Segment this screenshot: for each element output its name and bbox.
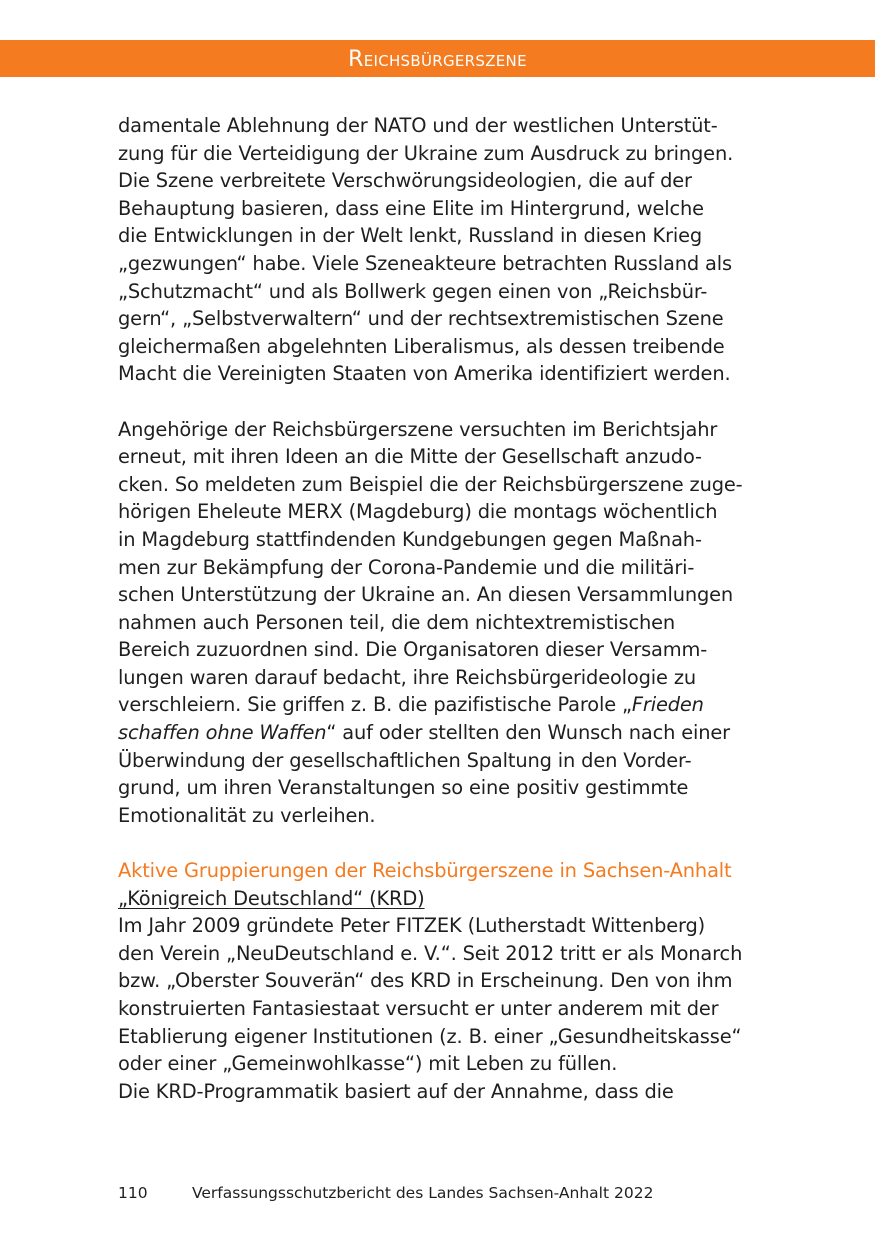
- text-fragment: “ auf oder stellten den Wunsch nach einer: [326, 721, 730, 745]
- text-line: grund, um ihren Veranstaltungen so eine positiv gestimmte: [118, 776, 689, 800]
- text-line: oder einer „Gemeinwohlkasse“) mit Leben zu füllen.: [118, 1052, 618, 1076]
- text-line: Bereich zuzuordnen sind. Die Organisatoren dieser Versamm-: [118, 638, 708, 662]
- text-line: Im Jahr 2009 gründete Peter FITZEK (Lutherstadt Wittenberg): [118, 914, 706, 938]
- text-line: gern“, „Selbstverwaltern“ und der rechtsextremistischen Szene: [118, 307, 724, 331]
- page-footer: [118, 1182, 653, 1204]
- text-line: cken. So meldeten zum Beispiel die der Reichsbürgerszene zuge-: [118, 472, 743, 496]
- text-fragment: verschleiern. Sie griffen z. B. die pazifistische Parole „: [118, 693, 632, 717]
- section-title: Reichsbürgerszene: [348, 47, 527, 72]
- text-line: konstruierten Fantasiestaat versucht er unter anderem mit der: [118, 997, 719, 1020]
- text-line: Die Szene verbreitete Verschwörungsideologien, die auf der: [118, 169, 692, 193]
- section-heading: Aktive Gruppierungen der Reichsbürgerszene in Sachsen-Anhalt: [118, 859, 732, 883]
- paragraph-2: [118, 416, 778, 830]
- text-line: Behauptung basieren, dass eine Elite im Hintergrund, welche: [118, 196, 704, 220]
- text-line: schen Unterstützung der Ukraine an. An diesen Versammlungen: [118, 583, 734, 607]
- text-line: Angehörige der Reichsbürgerszene versuchten im Berichtsjahr: [118, 417, 718, 441]
- text-line: „gezwungen“ habe. Viele Szeneakteure betrachten Russland als: [118, 251, 732, 275]
- text-line: [118, 719, 778, 747]
- publication-title: Verfassungsschutzbericht des Landes Sachsen-Anhalt 2022: [192, 1184, 654, 1202]
- text-line: den Verein „NeuDeutschland e. V.“. Seit 2012 tritt er als Monarch: [118, 941, 743, 965]
- subsection-heading: [118, 885, 778, 913]
- text-line: Macht die Vereinigten Staaten von Amerika identifiziert werden.: [118, 362, 731, 386]
- text-line: men zur Bekämpfung der Corona-Pandemie und die militäri-: [118, 555, 695, 579]
- slogan-italic: schaffen ohne Waffen: [118, 721, 327, 745]
- text-line: nahmen auch Personen teil, die dem nichtextremistischen: [118, 610, 676, 634]
- paragraph-1: [118, 112, 778, 388]
- text-line: Emotionalität zu verleihen.: [118, 803, 376, 827]
- text-line: zung für die Verteidigung der Ukraine zum Ausdruck zu bringen.: [118, 141, 734, 165]
- text-line: die Entwicklungen in der Welt lenkt, Russland in diesen Krieg: [118, 224, 703, 248]
- header-bar: [0, 40, 875, 77]
- text-line: hörigen Eheleute MERX (Magdeburg) die montags wöchentlich: [118, 500, 718, 524]
- text-line: lungen waren darauf bedacht, ihre Reichsbürgerideologie zu: [118, 665, 696, 689]
- text-line: [118, 691, 778, 719]
- text-line: Überwindung der gesellschaftlichen Spaltung in den Vorder-: [118, 748, 692, 772]
- text-line: in Magdeburg stattfindenden Kundgebungen gegen Maßnah-: [118, 527, 702, 551]
- subsection-heading-text: „Königreich Deutschland“ (KRD): [118, 886, 425, 910]
- text-line: erneut, mit ihren Ideen an die Mitte der Gesellschaft anzudo-: [118, 445, 702, 469]
- page-number: 110: [118, 1184, 148, 1202]
- text-line: bzw. „Oberster Souverän“ des KRD in Erscheinung. Den von ihm: [118, 969, 733, 993]
- text-line: „Schutzmacht“ und als Bollwerk gegen einen von „Reichsbür-: [118, 279, 708, 303]
- text-line: damentale Ablehnung der NATO und der westlichen Unterstüt-: [118, 114, 718, 137]
- paragraph-3: [118, 912, 778, 1105]
- text-line: gleichermaßen abgelehnten Liberalismus, als dessen treibende: [118, 334, 725, 358]
- text-line: Die KRD-Programmatik basiert auf der Annahme, dass die: [118, 1079, 674, 1103]
- text-line: Etablierung eigener Institutionen (z. B. einer „Gesundheitskasse“: [118, 1024, 742, 1048]
- slogan-italic: Frieden: [631, 693, 704, 717]
- page-content: [118, 112, 778, 1105]
